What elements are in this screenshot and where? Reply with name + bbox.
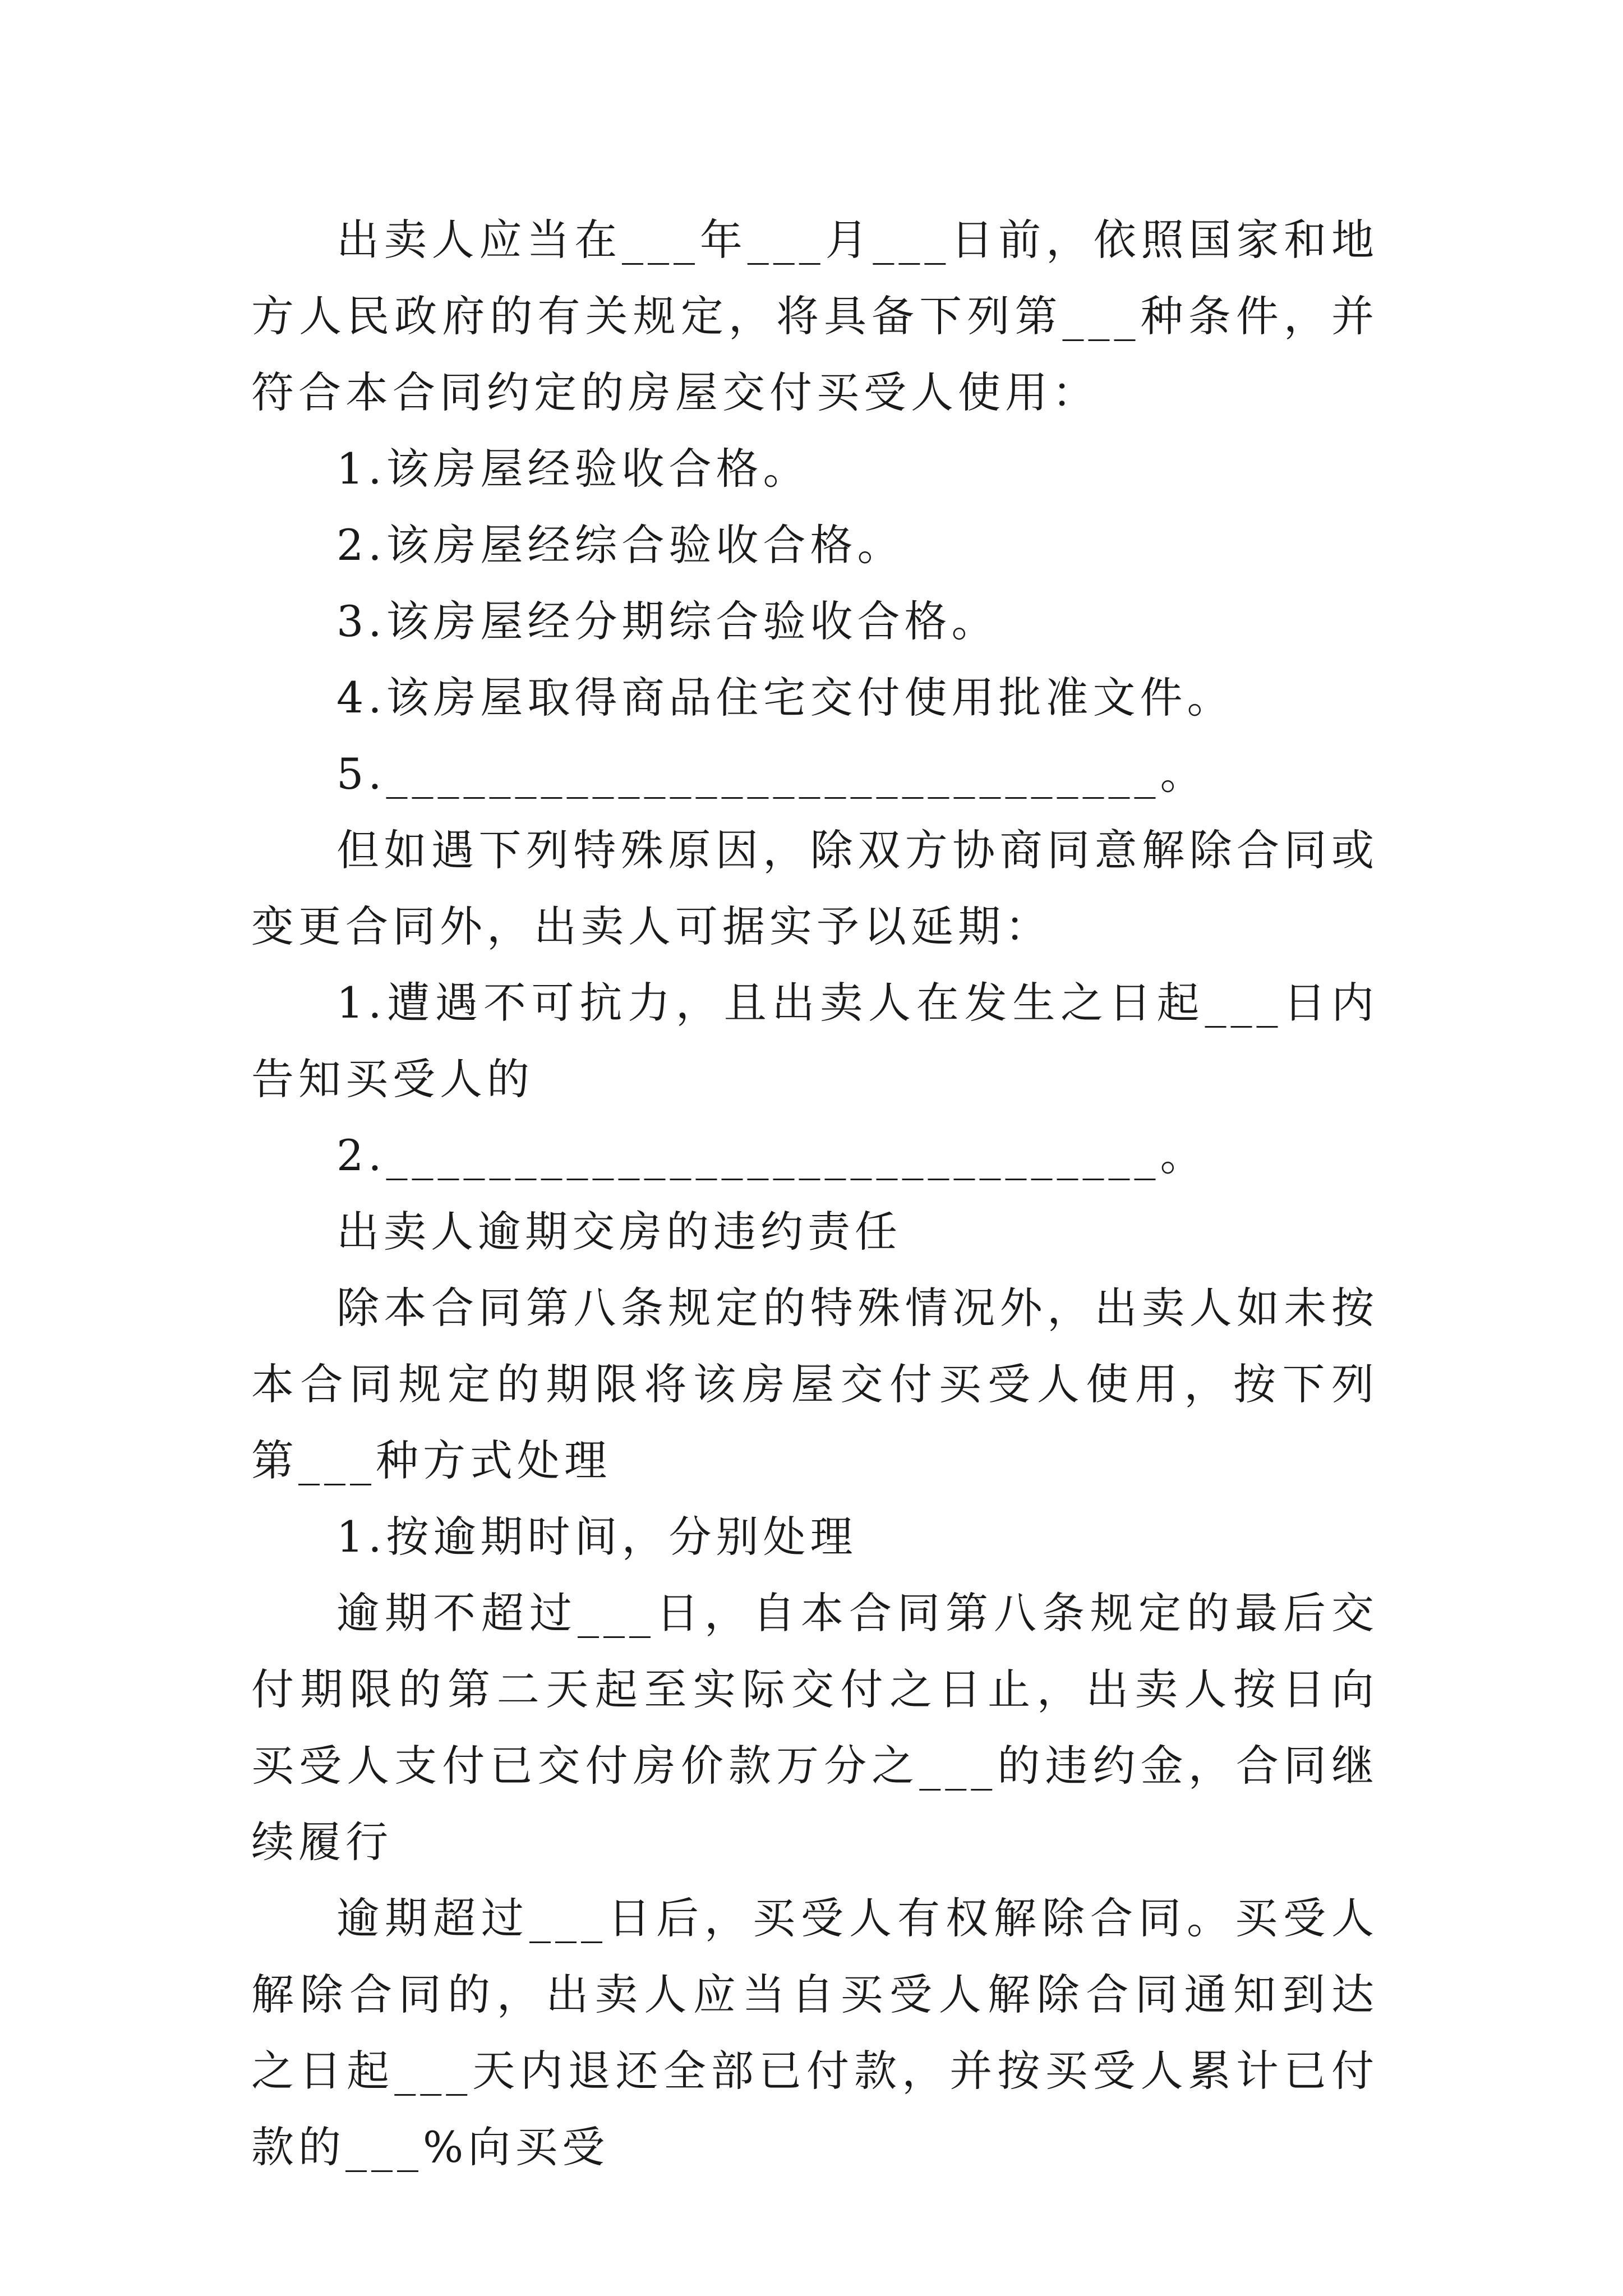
condition-item-4: 4.该房屋取得商品住宅交付使用批准文件。 bbox=[336, 673, 1234, 723]
contract-text bbox=[251, 202, 1378, 2185]
handling-item-1: 1.按逾期时间，分别处理 bbox=[336, 1512, 857, 1562]
paragraph-late-delivery: 除本合同第八条规定的特殊情况外，出卖人如未按本合同规定的期限将该房屋交付买受人使用，按下列第___种方式处理 bbox=[251, 1283, 1378, 1485]
paragraph-delivery-deadline: 出卖人应当在___年___月___日前，依照国家和地方人民政府的有关规定，将具备下列第___种条件，并符合本合同约定的房屋交付买受人使用： bbox=[251, 215, 1378, 417]
section-heading-late-delivery: 出卖人逾期交房的违约责任 bbox=[336, 1207, 902, 1257]
paragraph-overdue-within: 逾期不超过___日，自本合同第八条规定的最后交付期限的第二天起至实际交付之日止，出卖人按日向买受人支付已交付房价款万分之___的违约金，合同继续履行 bbox=[251, 1588, 1378, 1867]
condition-item-2: 2.该房屋经综合验收合格。 bbox=[336, 520, 905, 570]
condition-item-5: 5.______________________________。 bbox=[336, 749, 1207, 799]
condition-item-3: 3.该房屋经分期综合验收合格。 bbox=[336, 596, 999, 646]
special-reason-item-2: 2.______________________________。 bbox=[336, 1130, 1207, 1180]
special-reason-item-1: 1.遭遇不可抗力，且出卖人在发生之日起___日内告知买受人的 bbox=[251, 978, 1378, 1104]
paragraph-overdue-beyond: 逾期超过___日后，买受人有权解除合同。买受人解除合同的，出卖人应当自买受人解除合同通知到达之日起___天内退还全部已付款，并按买受人累计已付款的___%向买受 bbox=[251, 1893, 1378, 2172]
condition-item-1: 1.该房屋经验收合格。 bbox=[336, 444, 810, 494]
paragraph-special-reasons: 但如遇下列特殊原因，除双方协商同意解除合同或变更合同外，出卖人可据实予以延期： bbox=[251, 825, 1378, 951]
